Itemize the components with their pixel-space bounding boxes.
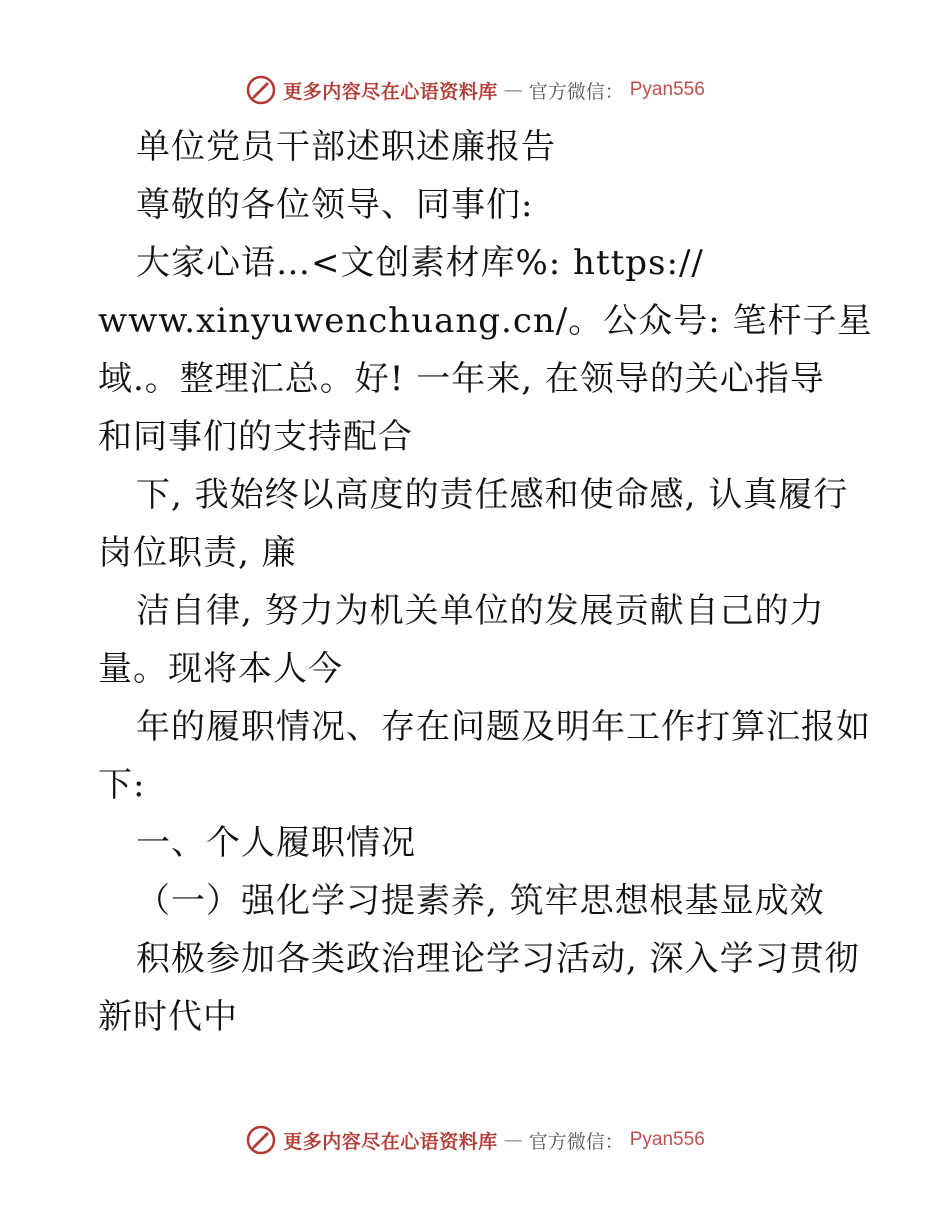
text-line: 下, 我始终以高度的责任感和使命感, 认真履行 (136, 475, 849, 515)
banner-wechat-label: 官方微信： (528, 1130, 624, 1153)
document-title: 单位党员干部述职述廉报告 (136, 127, 556, 167)
subsection-heading: （一）强化学习提素养, 筑牢思想根基显成效 (136, 881, 825, 921)
text-line: 岗位职责, 廉 (98, 533, 297, 573)
header-watermark-banner (0, 70, 950, 110)
text-line: 洁自律, 努力为机关单位的发展贡献自己的力 (136, 591, 825, 631)
banner-dash: — (503, 79, 523, 101)
banner-dash: — (503, 1129, 523, 1151)
text-line: 域.。整理汇总。好! 一年来, 在领导的关心指导 (98, 359, 825, 399)
section-heading: 一、个人履职情况 (136, 823, 416, 863)
banner-wechat-label: 官方微信： (528, 80, 624, 103)
text-line: 下: (98, 765, 146, 805)
banner-wechat-id: Pyan556 (629, 79, 705, 100)
footer-watermark-banner (0, 1120, 950, 1160)
text-line: 积极参加各类政治理论学习活动, 深入学习贯彻 (136, 939, 860, 979)
quill-logo-icon (245, 74, 277, 106)
document-body (98, 118, 873, 1046)
text-line: 尊敬的各位领导、同事们: (136, 185, 534, 225)
banner-site-text: 更多内容尽在心语资料库 (283, 80, 498, 103)
text-line: 量。现将本人今 (98, 649, 343, 689)
text-line: www.xinyuwenchuang.cn/。公众号: 笔杆子星 (98, 301, 873, 341)
quill-logo-icon (245, 1124, 277, 1156)
text-line: 和同事们的支持配合 (98, 417, 413, 457)
text-line: 年的履职情况、存在问题及明年工作打算汇报如 (136, 707, 871, 747)
text-line: 大家心语…<文创素材库%: https:// (136, 243, 704, 283)
banner-wechat-id: Pyan556 (629, 1129, 705, 1150)
banner-site-text: 更多内容尽在心语资料库 (283, 1130, 498, 1153)
text-line: 新时代中 (98, 997, 238, 1037)
